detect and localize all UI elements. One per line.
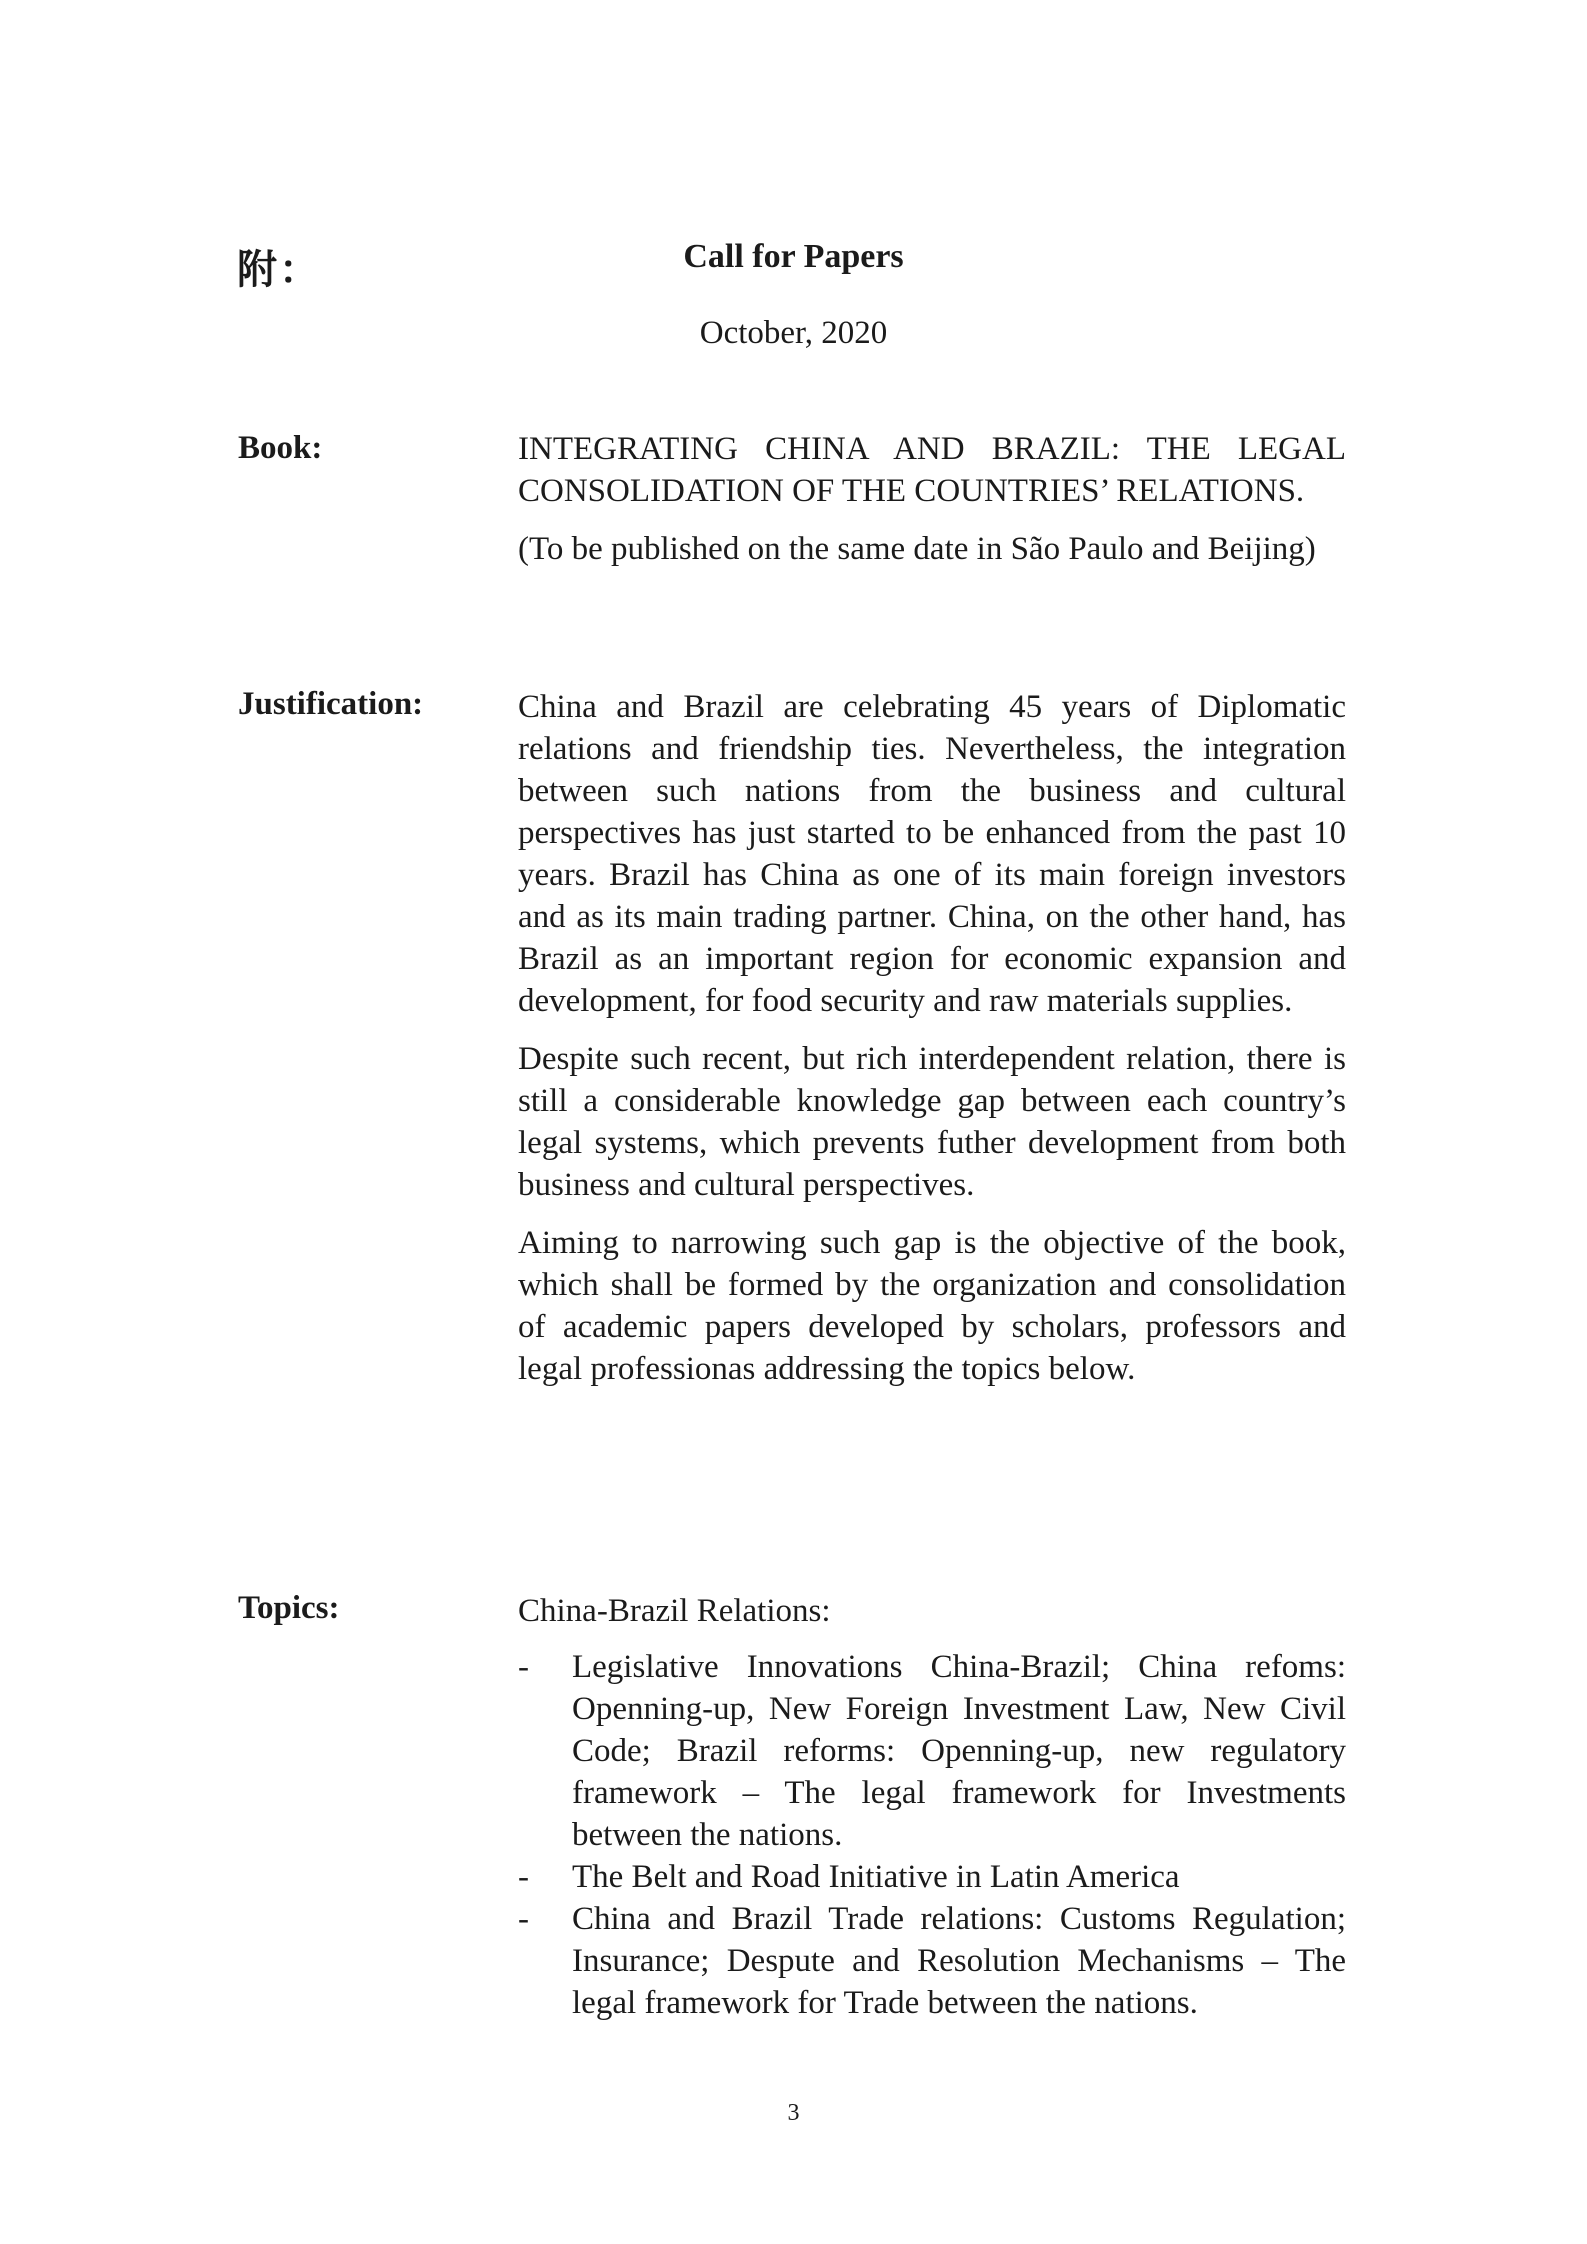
list-bullet: -: [518, 1859, 529, 1895]
justification-label: Justification:: [238, 686, 424, 722]
page-number: 3: [787, 2100, 800, 2126]
list-item-text: The Belt and Road Initiative in Latin America: [572, 1859, 1180, 1895]
page-title: Call for Papers: [683, 238, 904, 275]
list-item-text: Legislative Innovations China-Brazil; China refoms: Openning-up, New Foreign Investment Law, New Civil Code; Brazil reforms: Openning-up, new regulatory framework – The legal framework for Investments between the nations.: [572, 1649, 1346, 1853]
document-date: October, 2020: [699, 315, 888, 351]
book-title: INTEGRATING CHINA AND BRAZIL: THE LEGAL CONSOLIDATION OF THE COUNTRIES’ RELATIONS.: [518, 431, 1346, 509]
topics-list: [518, 1646, 1346, 2024]
topics-section: [518, 1590, 1346, 2024]
list-bullet: -: [518, 1901, 529, 1937]
list-item: [518, 1646, 1346, 1856]
justification-paragraph: China and Brazil are celebrating 45 years of Diplomatic relations and friendship ties. Nevertheless, the integration between such nations from the business and cultural perspectives has just started to be enhanced from the past 10 years. Brazil has China as one of its main foreign investors and as its main trading partner. China, on the other hand, has Brazil as an important region for economic expansion and development, for food security and raw materials supplies.: [518, 689, 1346, 1019]
justification-paragraph: Aiming to narrowing such gap is the objective of the book, which shall be formed by the organization and consolidation of academic papers developed by scholars, professors and legal professionas addressing the topics below.: [518, 1225, 1346, 1387]
topics-heading: China-Brazil Relations:: [518, 1593, 831, 1629]
book-publication-note: (To be published on the same date in São Paulo and Beijing): [518, 531, 1316, 567]
justification-paragraph: Despite such recent, but rich interdependent relation, there is still a considerable knowledge gap between each country’s legal systems, which prevents futher development from both business and cultural perspectives.: [518, 1041, 1346, 1203]
justification-section: [518, 686, 1346, 1390]
list-item: [518, 1898, 1346, 2024]
book-label: Book:: [238, 430, 323, 466]
annex-mark: 附：: [237, 247, 321, 293]
list-item-text: China and Brazil Trade relations: Customs Regulation; Insurance; Despute and Resolution Mechanisms – The legal framework for Trade between the nations.: [572, 1901, 1346, 2021]
list-item: [518, 1856, 1346, 1898]
topics-label: Topics:: [238, 1590, 340, 1626]
book-section: [518, 428, 1346, 570]
list-bullet: -: [518, 1649, 529, 1685]
